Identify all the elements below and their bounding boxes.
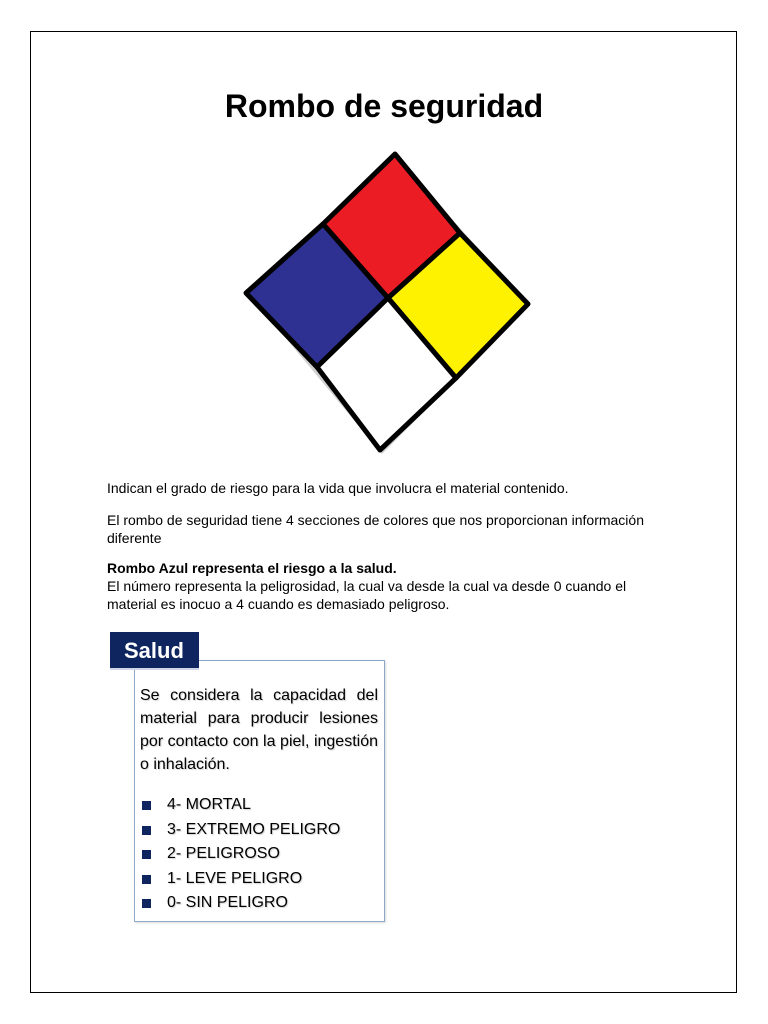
blue-diamond-paragraph — [107, 559, 667, 613]
level-label: 2- PELIGROSO — [167, 845, 280, 862]
list-item — [142, 795, 340, 820]
list-item — [142, 820, 340, 845]
salud-description: Se considera la capacidad del material para producir lesiones por contacto con la piel, ingestión o inhalación. — [140, 687, 378, 773]
square-bullet-icon — [142, 899, 151, 908]
level-label: 1- LEVE PELIGRO — [167, 869, 303, 887]
safety-diamond — [242, 150, 534, 460]
blue-diamond-body: El número representa la peligrosidad, la cual va desde la cual va desde 0 cuando el material es inocuo a 4 cuando es demasiado peligroso. — [107, 578, 627, 612]
level-label: 0- SIN PELIGRO — [167, 894, 288, 911]
page-title: Rombo de seguridad — [224, 88, 544, 124]
list-item — [142, 893, 340, 918]
square-bullet-icon — [142, 826, 151, 835]
list-item — [142, 844, 340, 869]
level-label: 3- EXTREMO PELIGRO — [167, 820, 341, 838]
list-item — [142, 869, 340, 894]
square-bullet-icon — [142, 875, 151, 884]
level-label: 4- MORTAL — [167, 796, 251, 813]
square-bullet-icon — [142, 801, 151, 810]
salud-level-list — [142, 795, 340, 918]
square-bullet-icon — [142, 850, 151, 859]
blue-diamond-heading: Rombo Azul representa el riesgo a la salud. — [107, 560, 397, 576]
intro-paragraph: Indican el grado de riesgo para la vida que involucra el material contenido. — [107, 480, 569, 496]
salud-tab: Salud — [110, 632, 199, 670]
sections-paragraph: El rombo de seguridad tiene 4 secciones de colores que nos proporcionan información diferente — [107, 512, 644, 546]
